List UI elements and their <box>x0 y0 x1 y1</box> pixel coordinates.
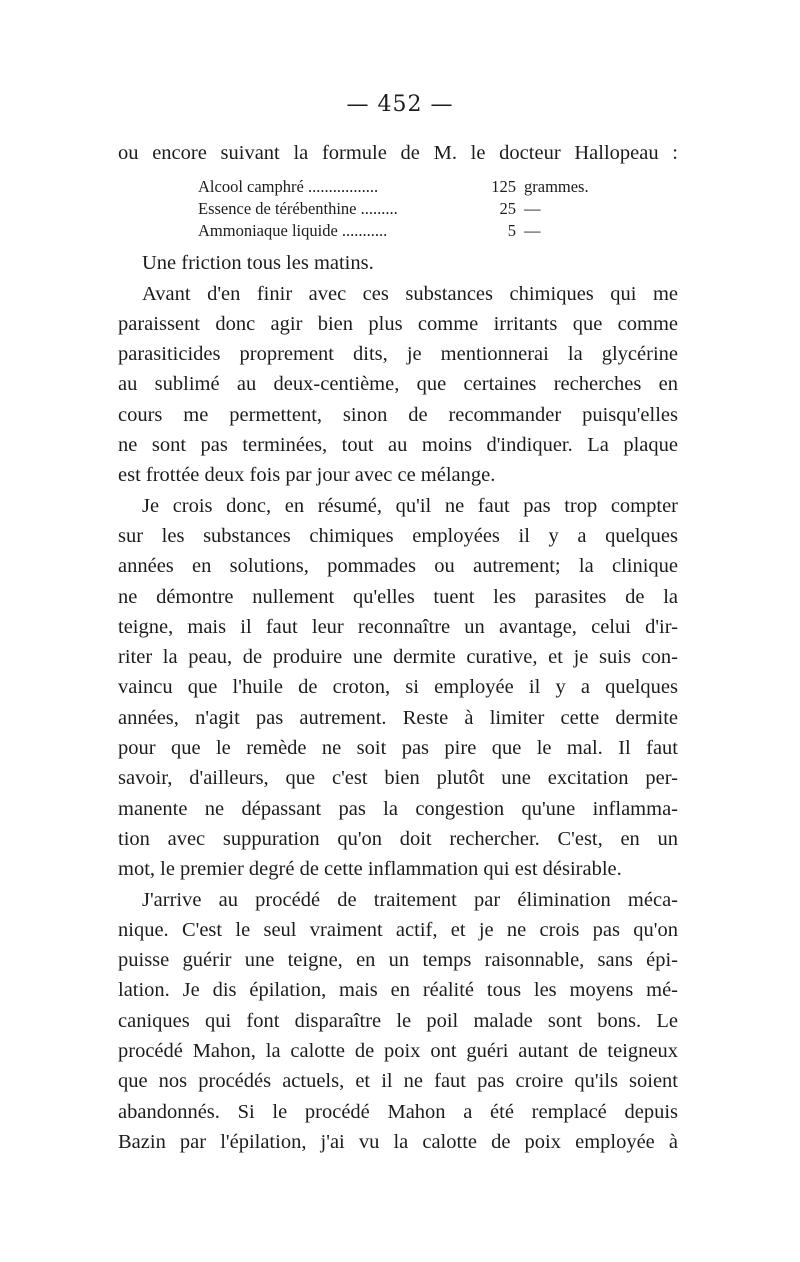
text-line: teigne, mais il faut leur reconnaître un avantage, celui d'ir- <box>118 615 678 638</box>
formula-unit: — <box>524 221 541 241</box>
formula-leader-dots: ........... <box>337 221 388 241</box>
formula-table <box>198 176 678 242</box>
formula-row <box>198 176 678 198</box>
text-line: mot, le premier degré de cette inflammation qui est désirable. <box>118 858 622 881</box>
text-line: nique. C'est le seul vraiment actif, et je ne crois pas qu'on <box>118 918 678 941</box>
text-line: années en solutions, pommades ou autrement; la clinique <box>118 555 678 578</box>
text-line: abandonnés. Si le procédé Mahon a été remplacé depuis <box>118 1100 678 1123</box>
text-line: Je crois donc, en résumé, qu'il ne faut pas trop compter <box>142 494 678 517</box>
text-line: pour que le remède ne soit pas pire que le mal. Il faut <box>118 737 678 760</box>
page-number: — 452 — <box>346 92 454 117</box>
text-line: savoir, d'ailleurs, que c'est bien plutôt une excitation per- <box>118 767 678 790</box>
formula-ingredient: Essence de térébenthine <box>198 199 357 219</box>
formula-ingredient: Ammoniaque liquide <box>198 221 338 241</box>
text-line: procédé Mahon, la calotte de poix ont guéri autant de teigneux <box>118 1040 678 1063</box>
text-line: tion avec suppuration qu'on doit rechercher. C'est, en un <box>118 827 678 850</box>
formula-ingredient: Alcool camphré <box>198 177 304 197</box>
page-body <box>118 138 678 1157</box>
text-line: sur les substances chimiques employées il y a quelques <box>118 524 678 547</box>
text-line: Une friction tous les matins. <box>142 252 374 275</box>
text-line: puisse guérir une teigne, en un temps raisonnable, sans épi- <box>118 949 678 972</box>
formula-quantity: 25 <box>499 199 516 219</box>
text-line: au sublimé au deux-centième, que certaines recherches en <box>118 373 678 396</box>
text-line: lation. Je dis épilation, mais en réalité tous les moyens mé- <box>118 979 678 1002</box>
text-line: paraissent donc agir bien plus comme irritants que comme <box>118 312 678 335</box>
text-line: caniques qui font disparaître le poil malade sont bons. Le <box>118 1009 678 1032</box>
text-line: est frottée deux fois par jour avec ce mélange. <box>118 464 496 487</box>
formula-quantity: 5 <box>507 221 516 241</box>
formula-row <box>198 220 678 242</box>
text-line: cours me permettent, sinon de recommander puisqu'elles <box>118 403 678 426</box>
text-line: ne sont pas terminées, tout au moins d'indiquer. La plaque <box>118 434 678 457</box>
text-line: J'arrive au procédé de traitement par élimination méca- <box>142 888 678 911</box>
formula-quantity: 125 <box>491 177 516 197</box>
text-line: manente ne dépassant pas la congestion qu'une inflamma- <box>118 797 678 820</box>
text-line: parasiticides proprement dits, je mentionnerai la glycérine <box>118 343 678 366</box>
text-line: riter la peau, de produire une dermite curative, et je suis con- <box>118 646 678 669</box>
text-line: Avant d'en finir avec ces substances chimiques qui me <box>142 282 678 305</box>
text-line: vaincu que l'huile de croton, si employée il y a quelques <box>118 676 678 699</box>
formula-unit: grammes. <box>524 177 589 197</box>
intro-line: ou encore suivant la formule de M. le docteur Hallopeau : <box>118 142 678 164</box>
text-line: années, n'agit pas autrement. Reste à limiter cette dermite <box>118 706 678 729</box>
formula-leader-dots: ......... <box>356 199 398 219</box>
formula-row <box>198 198 678 220</box>
text-line: ne démontre nullement qu'elles tuent les parasites de la <box>118 585 678 608</box>
text-line: que nos procédés actuels, et il ne faut pas croire qu'ils soient <box>118 1070 678 1093</box>
formula-leader-dots: ................. <box>303 177 379 197</box>
text-line: Bazin par l'épilation, j'ai vu la calotte de poix employée à <box>118 1130 678 1153</box>
formula-unit: — <box>524 199 541 219</box>
